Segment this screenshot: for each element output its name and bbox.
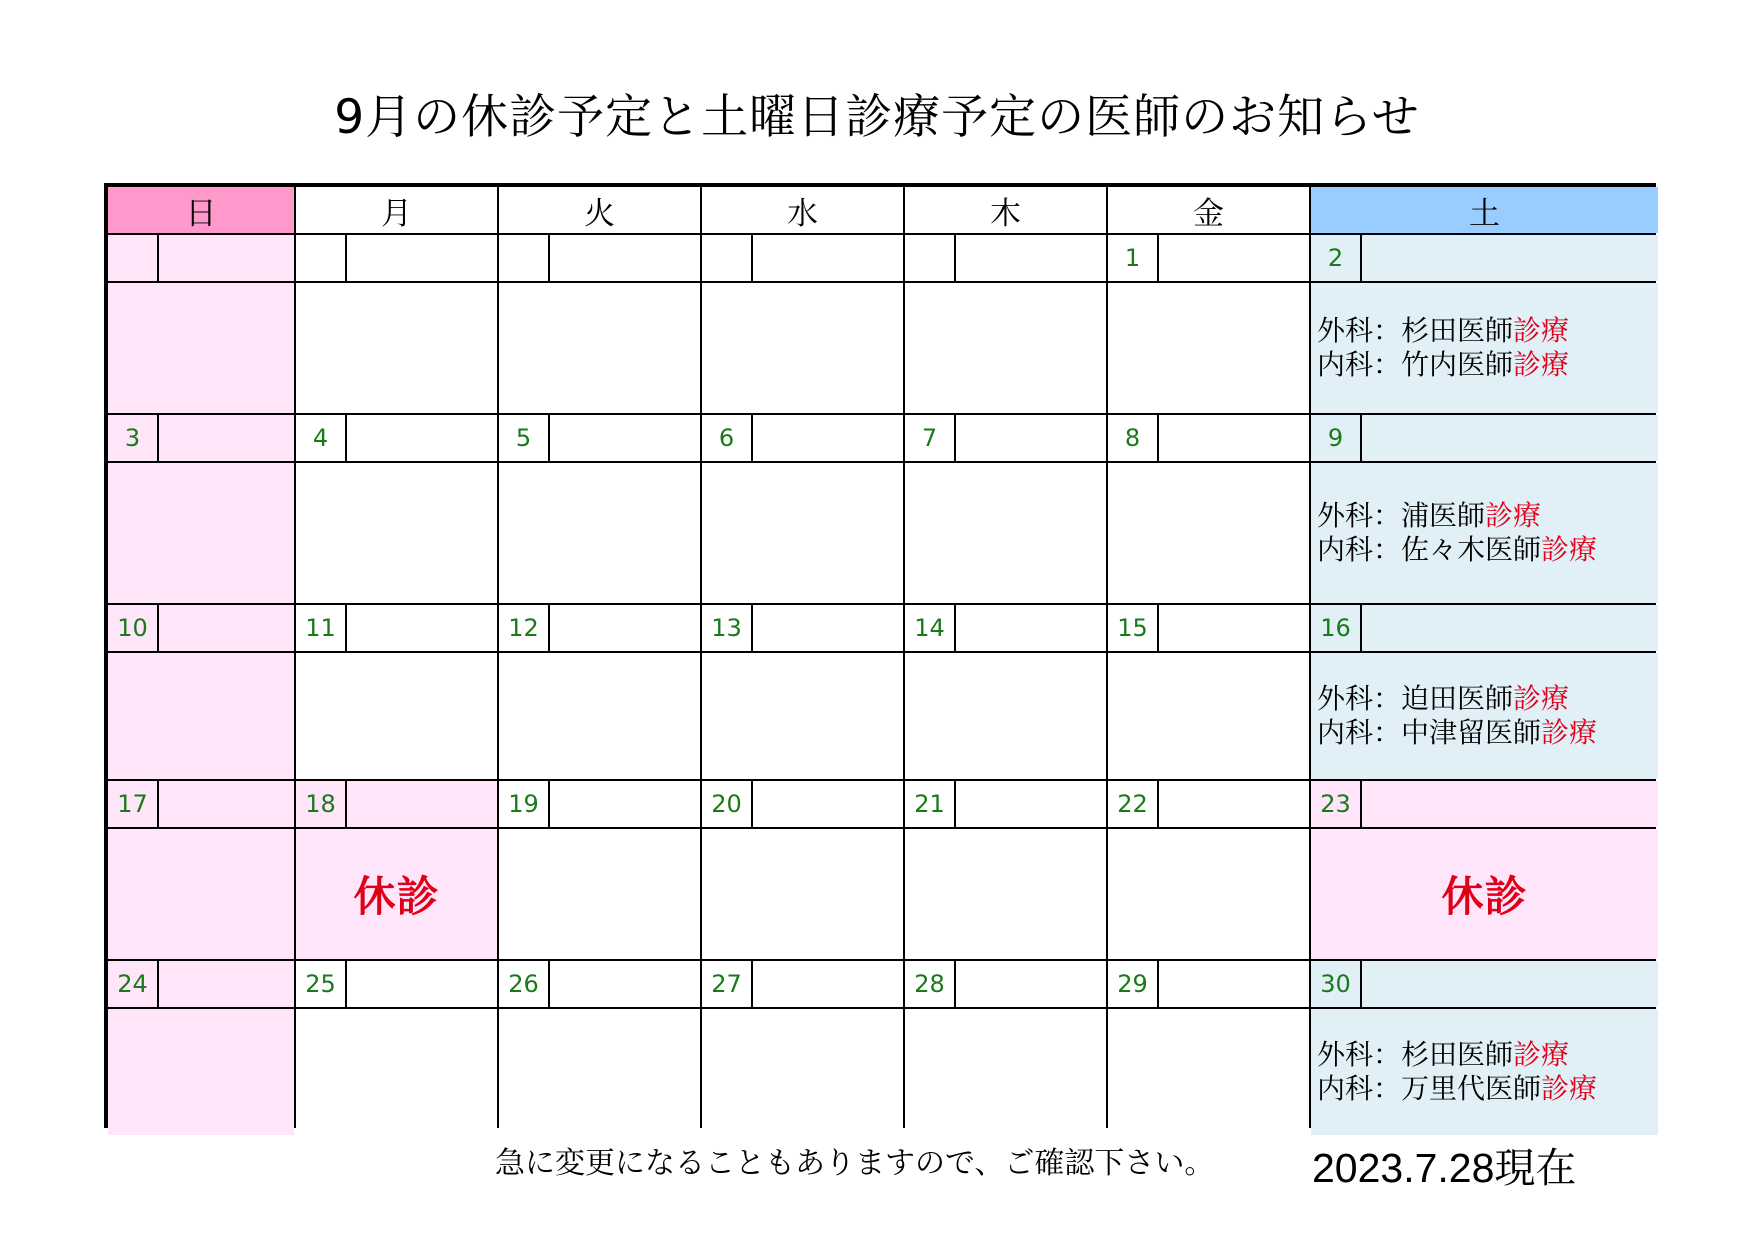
date-cell-sat <box>1311 605 1658 651</box>
day-body <box>702 653 903 779</box>
date-number: 2 <box>1311 235 1362 281</box>
date-cell-closed <box>296 781 497 827</box>
saturday-schedule <box>1311 653 1658 779</box>
dept-label: 外科： <box>1317 1038 1402 1071</box>
date-cell-closed <box>1311 781 1658 827</box>
date-number: 12 <box>499 605 550 651</box>
day-body-sun <box>108 283 294 413</box>
date-number: 11 <box>296 605 347 651</box>
date-cell <box>905 235 1106 281</box>
dept-label: 内科： <box>1317 533 1402 566</box>
date-cell <box>905 415 1106 461</box>
status-label: 診療 <box>1541 533 1598 566</box>
day-body <box>1108 1009 1309 1135</box>
day-body <box>905 653 1106 779</box>
dept-label: 内科： <box>1317 348 1402 381</box>
date-cell-sat <box>1311 961 1658 1007</box>
date-cell <box>499 415 700 461</box>
day-body <box>905 829 1106 959</box>
date-number: 18 <box>296 781 347 827</box>
day-body <box>905 1009 1106 1135</box>
weekday-header-sat: 土 <box>1311 187 1658 233</box>
status-label: 診療 <box>1541 716 1598 749</box>
date-cell <box>296 961 497 1007</box>
status-label: 診療 <box>1513 348 1570 381</box>
date-cell <box>296 415 497 461</box>
date-number: 4 <box>296 415 347 461</box>
date-cell <box>499 961 700 1007</box>
footer-note: 急に変更になることもありますので、ご確認下さい。 <box>495 1146 1215 1181</box>
closed-notice <box>296 829 497 959</box>
day-body <box>499 463 700 603</box>
date-number: 20 <box>702 781 753 827</box>
date-number: 25 <box>296 961 347 1007</box>
weekday-header-thu: 木 <box>905 187 1106 233</box>
weekday-header-tue: 火 <box>499 187 700 233</box>
date-cell <box>296 605 497 651</box>
date-number: 28 <box>905 961 956 1007</box>
saturday-schedule <box>1311 463 1658 603</box>
date-cell-sun <box>108 415 294 461</box>
date-cell-sun <box>108 961 294 1007</box>
weekday-header-sun: 日 <box>108 187 294 233</box>
closed-label: 休診 <box>353 872 440 921</box>
date-cell <box>499 605 700 651</box>
date-cell <box>1108 961 1309 1007</box>
date-cell <box>702 961 903 1007</box>
status-label: 診療 <box>1541 1072 1598 1105</box>
saturday-schedule <box>1311 1009 1658 1135</box>
date-number: 1 <box>1108 235 1159 281</box>
doctor-name: 杉田医師 <box>1401 1038 1514 1071</box>
dept-label: 外科： <box>1317 682 1402 715</box>
closed-notice <box>1311 829 1658 959</box>
date-cell <box>702 605 903 651</box>
date-number: 15 <box>1108 605 1159 651</box>
date-cell <box>1108 605 1309 651</box>
date-number: 16 <box>1311 605 1362 651</box>
date-number: 13 <box>702 605 753 651</box>
dept-label: 内科： <box>1317 1072 1402 1105</box>
status-label: 診療 <box>1513 682 1570 715</box>
day-body <box>1108 829 1309 959</box>
date-number <box>702 235 753 281</box>
date-number: 14 <box>905 605 956 651</box>
dept-label: 外科： <box>1317 314 1402 347</box>
date-number: 24 <box>108 961 159 1007</box>
day-body <box>702 463 903 603</box>
date-cell <box>905 781 1106 827</box>
day-body-sun <box>108 1009 294 1135</box>
day-body <box>499 829 700 959</box>
day-body <box>499 653 700 779</box>
date-number: 29 <box>1108 961 1159 1007</box>
doctor-line <box>1311 533 1658 567</box>
doctor-line <box>1311 499 1658 533</box>
date-cell-sat <box>1311 235 1658 281</box>
doctor-line <box>1311 348 1658 382</box>
calendar-grid <box>104 183 1656 1128</box>
date-cell <box>1108 781 1309 827</box>
doctor-line <box>1311 716 1658 750</box>
day-body <box>702 283 903 413</box>
date-number: 17 <box>108 781 159 827</box>
day-body <box>296 283 497 413</box>
date-number: 26 <box>499 961 550 1007</box>
day-body <box>296 653 497 779</box>
doctor-name: 中津留医師 <box>1401 716 1542 749</box>
status-label: 診療 <box>1513 1038 1570 1071</box>
date-number: 19 <box>499 781 550 827</box>
date-cell <box>905 961 1106 1007</box>
status-label: 診療 <box>1485 499 1542 532</box>
date-cell <box>499 781 700 827</box>
date-number <box>905 235 956 281</box>
doctor-name: 万里代医師 <box>1401 1072 1542 1105</box>
date-cell <box>905 605 1106 651</box>
doctor-line <box>1311 314 1658 348</box>
page-title: 9月の休診予定と土曜日診療予定の医師のお知らせ <box>334 90 1420 145</box>
saturday-schedule <box>1311 283 1658 413</box>
day-body <box>1108 283 1309 413</box>
date-cell <box>702 235 903 281</box>
day-body-sun <box>108 829 294 959</box>
dept-label: 外科： <box>1317 499 1402 532</box>
day-body <box>296 463 497 603</box>
weekday-header-wed: 水 <box>702 187 903 233</box>
date-number <box>499 235 550 281</box>
date-cell <box>296 235 497 281</box>
date-cell-sun <box>108 605 294 651</box>
date-cell <box>1108 415 1309 461</box>
date-number: 27 <box>702 961 753 1007</box>
day-body <box>702 829 903 959</box>
doctor-line <box>1311 682 1658 716</box>
date-cell-sat <box>1311 415 1658 461</box>
as-of-date: 2023.7.28現在 <box>1312 1145 1577 1191</box>
date-number: 5 <box>499 415 550 461</box>
day-body <box>1108 653 1309 779</box>
doctor-name: 竹内医師 <box>1401 348 1514 381</box>
date-number: 3 <box>108 415 159 461</box>
date-number: 8 <box>1108 415 1159 461</box>
date-cell <box>702 415 903 461</box>
date-cell-sun <box>108 235 294 281</box>
day-body <box>1108 463 1309 603</box>
day-body <box>905 463 1106 603</box>
date-number: 22 <box>1108 781 1159 827</box>
date-number: 23 <box>1311 781 1362 827</box>
day-body <box>702 1009 903 1135</box>
doctor-name: 杉田医師 <box>1401 314 1514 347</box>
doctor-name: 迫田医師 <box>1401 682 1514 715</box>
date-number: 30 <box>1311 961 1362 1007</box>
day-body <box>499 283 700 413</box>
day-body <box>296 1009 497 1135</box>
day-body <box>905 283 1106 413</box>
date-number: 6 <box>702 415 753 461</box>
day-body-sun <box>108 463 294 603</box>
dept-label: 内科： <box>1317 716 1402 749</box>
doctor-line <box>1311 1072 1658 1106</box>
date-number <box>108 235 159 281</box>
weekday-header-mon: 月 <box>296 187 497 233</box>
date-number: 10 <box>108 605 159 651</box>
day-body <box>499 1009 700 1135</box>
doctor-name: 浦医師 <box>1401 499 1486 532</box>
doctor-name: 佐々木医師 <box>1401 533 1542 566</box>
date-number <box>296 235 347 281</box>
date-cell <box>702 781 903 827</box>
date-cell-sun <box>108 781 294 827</box>
day-body-sun <box>108 653 294 779</box>
weekday-header-fri: 金 <box>1108 187 1309 233</box>
date-number: 9 <box>1311 415 1362 461</box>
closed-label: 休診 <box>1441 872 1528 921</box>
doctor-line <box>1311 1038 1658 1072</box>
status-label: 診療 <box>1513 314 1570 347</box>
date-cell <box>499 235 700 281</box>
date-number: 21 <box>905 781 956 827</box>
date-cell <box>1108 235 1309 281</box>
date-number: 7 <box>905 415 956 461</box>
